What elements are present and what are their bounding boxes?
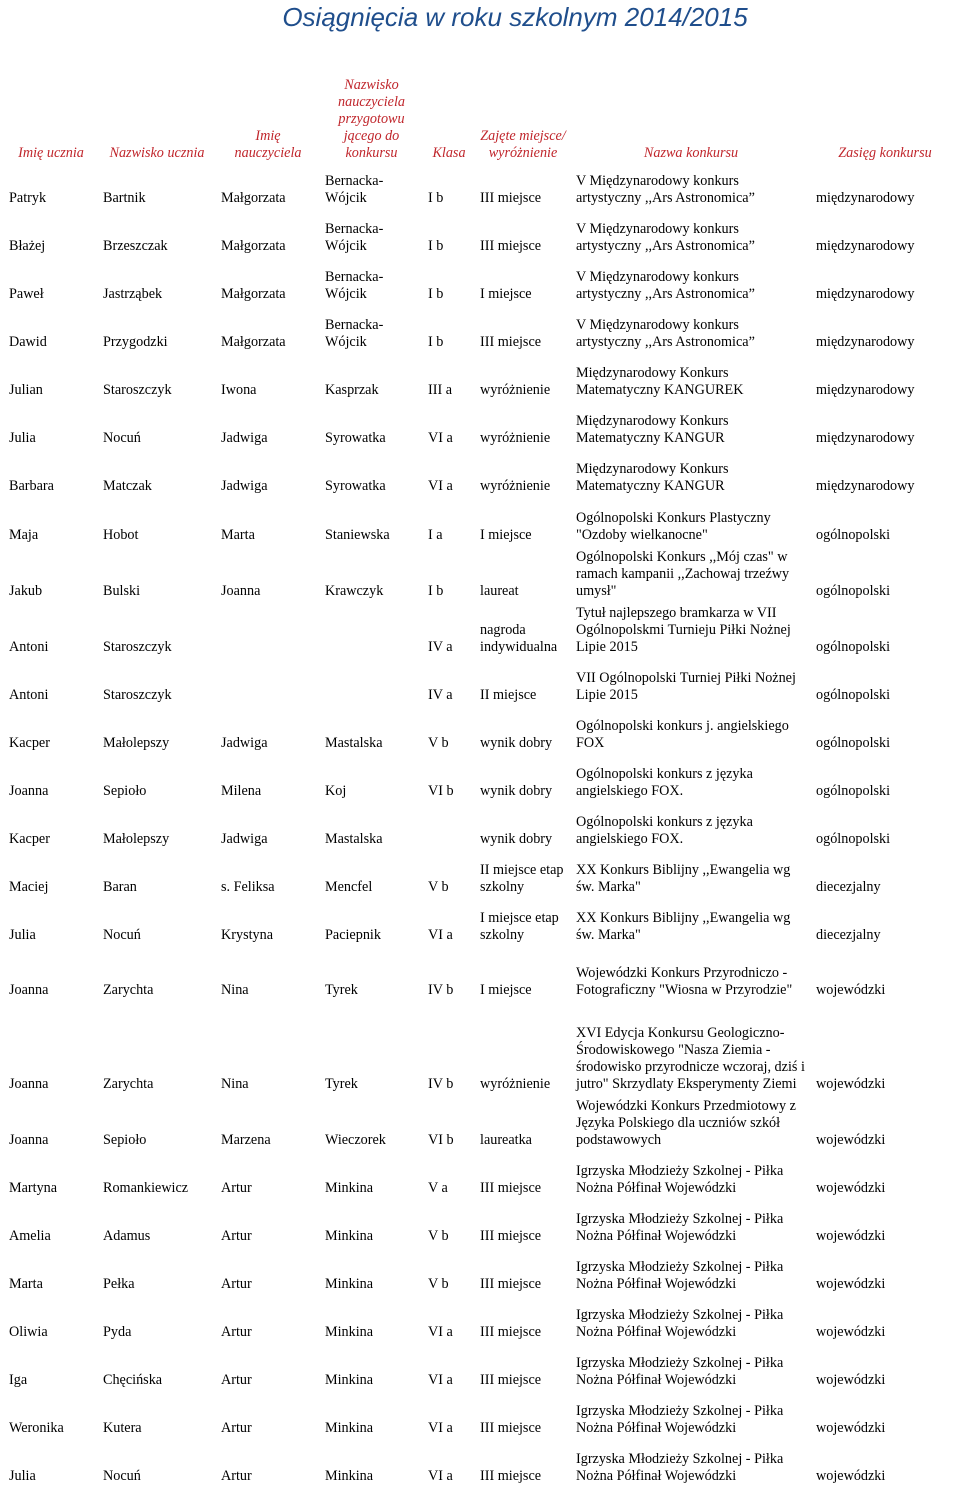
class-cell: V a: [423, 1154, 475, 1202]
place-cell: wyróżnienie: [475, 404, 571, 452]
teacher-last-name-cell: Tyrek: [320, 1004, 423, 1098]
contest-name-cell: Ogólnopolski Konkurs ,,Mój czas" w ramach kampanii ,,Zachowaj trzeźwy umysł": [571, 549, 811, 605]
student-last-name-cell: Zarychta: [98, 1004, 216, 1098]
class-cell: I b: [423, 308, 475, 356]
student-last-name-cell: Nocuń: [98, 901, 216, 949]
teacher-last-name-cell: Syrowatka: [320, 452, 423, 500]
class-cell: [423, 805, 475, 853]
contest-scope-cell: wojewódzki: [811, 1346, 959, 1394]
class-cell: I b: [423, 165, 475, 212]
teacher-first-name-cell: Artur: [216, 1298, 320, 1346]
student-first-name-cell: Martyna: [4, 1154, 98, 1202]
table-row: [4, 661, 959, 709]
teacher-last-name-cell: Krawczyk: [320, 549, 423, 605]
contest-scope-cell: ogólnopolski: [811, 757, 959, 805]
class-cell: IV b: [423, 949, 475, 1004]
contest-scope-cell: międzynarodowy: [811, 452, 959, 500]
contest-scope-cell: wojewódzki: [811, 1250, 959, 1298]
place-cell: III miejsce: [475, 212, 571, 260]
class-cell: V b: [423, 853, 475, 901]
teacher-first-name-cell: Małgorzata: [216, 308, 320, 356]
contest-scope-cell: ogólnopolski: [811, 709, 959, 757]
teacher-first-name-cell: [216, 661, 320, 709]
place-cell: III miejsce: [475, 1346, 571, 1394]
class-cell: V b: [423, 709, 475, 757]
table-row: [4, 805, 959, 853]
class-cell: VI a: [423, 1394, 475, 1442]
place-cell: III miejsce: [475, 1202, 571, 1250]
student-first-name-cell: Julia: [4, 1442, 98, 1490]
contest-name-cell: V Międzynarodowy konkurs artystyczny ,,Ars Astronomica”: [571, 260, 811, 308]
student-last-name-cell: Pyda: [98, 1298, 216, 1346]
contest-name-cell: Wojewódzki Konkurs Przedmiotowy z Języka Polskiego dla uczniów szkół podstawowych: [571, 1098, 811, 1154]
header-contest-scope: Zasięg konkursu: [811, 69, 959, 165]
teacher-last-name-cell: Wieczorek: [320, 1098, 423, 1154]
student-first-name-cell: Joanna: [4, 949, 98, 1004]
student-first-name-cell: Julia: [4, 901, 98, 949]
teacher-first-name-cell: Artur: [216, 1202, 320, 1250]
teacher-last-name-cell: Staniewska: [320, 500, 423, 549]
student-first-name-cell: Antoni: [4, 605, 98, 661]
student-last-name-cell: Małolepszy: [98, 805, 216, 853]
contest-scope-cell: diecezjalny: [811, 853, 959, 901]
table-row: [4, 212, 959, 260]
teacher-last-name-cell: Mastalska: [320, 709, 423, 757]
contest-name-cell: VII Ogólnopolski Turniej Piłki Nożnej Lipie 2015: [571, 661, 811, 709]
table-row: [4, 1250, 959, 1298]
student-first-name-cell: Patryk: [4, 165, 98, 212]
contest-name-cell: Wojewódzki Konkurs Przyrodniczo - Fotograficzny "Wiosna w Przyrodzie": [571, 949, 811, 1004]
teacher-first-name-cell: Joanna: [216, 549, 320, 605]
contest-name-cell: Igrzyska Młodzieży Szkolnej - Piłka Nożna Półfinał Wojewódzki: [571, 1154, 811, 1202]
student-last-name-cell: Przygodzki: [98, 308, 216, 356]
student-first-name-cell: Kacper: [4, 709, 98, 757]
table-row: [4, 1442, 959, 1490]
teacher-first-name-cell: Artur: [216, 1394, 320, 1442]
contest-name-cell: Igrzyska Młodzieży Szkolnej - Piłka Nożna Półfinał Wojewódzki: [571, 1346, 811, 1394]
teacher-last-name-cell: Minkina: [320, 1346, 423, 1394]
teacher-last-name-cell: Minkina: [320, 1394, 423, 1442]
contest-name-cell: Ogólnopolski konkurs z języka angielskiego FOX.: [571, 757, 811, 805]
class-cell: VI a: [423, 901, 475, 949]
place-cell: III miejsce: [475, 1442, 571, 1490]
teacher-first-name-cell: Małgorzata: [216, 260, 320, 308]
contest-scope-cell: międzynarodowy: [811, 356, 959, 404]
place-cell: II miejsce etap szkolny: [475, 853, 571, 901]
student-last-name-cell: Staroszczyk: [98, 605, 216, 661]
student-first-name-cell: Antoni: [4, 661, 98, 709]
teacher-last-name-cell: Mastalska: [320, 805, 423, 853]
class-cell: VI a: [423, 1442, 475, 1490]
contest-name-cell: Igrzyska Młodzieży Szkolnej - Piłka Nożna Półfinał Wojewódzki: [571, 1394, 811, 1442]
student-first-name-cell: Barbara: [4, 452, 98, 500]
contest-scope-cell: ogólnopolski: [811, 661, 959, 709]
student-last-name-cell: Zarychta: [98, 949, 216, 1004]
header-teacher-first-name: Imię nauczyciela: [216, 69, 320, 165]
class-cell: VI b: [423, 757, 475, 805]
place-cell: I miejsce: [475, 949, 571, 1004]
teacher-first-name-cell: Jadwiga: [216, 452, 320, 500]
table-row: [4, 260, 959, 308]
teacher-first-name-cell: Jadwiga: [216, 404, 320, 452]
teacher-last-name-cell: Kasprzak: [320, 356, 423, 404]
contest-name-cell: Międzynarodowy Konkurs Matematyczny KANGUREK: [571, 356, 811, 404]
contest-name-cell: V Międzynarodowy konkurs artystyczny ,,Ars Astronomica”: [571, 212, 811, 260]
table-row: [4, 356, 959, 404]
contest-scope-cell: wojewódzki: [811, 1004, 959, 1098]
table-row: [4, 308, 959, 356]
class-cell: I b: [423, 212, 475, 260]
table-row: [4, 757, 959, 805]
table-row: [4, 1346, 959, 1394]
teacher-first-name-cell: Artur: [216, 1250, 320, 1298]
student-last-name-cell: Jastrząbek: [98, 260, 216, 308]
teacher-last-name-cell: Tyrek: [320, 949, 423, 1004]
teacher-first-name-cell: s. Feliksa: [216, 853, 320, 901]
student-first-name-cell: Maja: [4, 500, 98, 549]
table-row: [4, 452, 959, 500]
contest-name-cell: Międzynarodowy Konkurs Matematyczny KANGUR: [571, 404, 811, 452]
table-row: [4, 1394, 959, 1442]
contest-name-cell: V Międzynarodowy konkurs artystyczny ,,Ars Astronomica”: [571, 308, 811, 356]
contest-scope-cell: międzynarodowy: [811, 260, 959, 308]
contest-scope-cell: wojewódzki: [811, 1098, 959, 1154]
place-cell: laureat: [475, 549, 571, 605]
student-last-name-cell: Staroszczyk: [98, 661, 216, 709]
teacher-first-name-cell: Nina: [216, 1004, 320, 1098]
student-first-name-cell: Joanna: [4, 1004, 98, 1098]
header-student-last-name: Nazwisko ucznia: [98, 69, 216, 165]
teacher-last-name-cell: Mencfel: [320, 853, 423, 901]
contest-scope-cell: międzynarodowy: [811, 165, 959, 212]
place-cell: I miejsce: [475, 500, 571, 549]
student-last-name-cell: Nocuń: [98, 404, 216, 452]
student-first-name-cell: Amelia: [4, 1202, 98, 1250]
contest-scope-cell: ogólnopolski: [811, 605, 959, 661]
student-first-name-cell: Dawid: [4, 308, 98, 356]
table-row: [4, 1004, 959, 1098]
teacher-last-name-cell: Syrowatka: [320, 404, 423, 452]
class-cell: VI a: [423, 1298, 475, 1346]
student-first-name-cell: Kacper: [4, 805, 98, 853]
student-last-name-cell: Baran: [98, 853, 216, 901]
student-last-name-cell: Pełka: [98, 1250, 216, 1298]
contest-name-cell: V Międzynarodowy konkurs artystyczny ,,Ars Astronomica”: [571, 165, 811, 212]
place-cell: III miejsce: [475, 1298, 571, 1346]
header-teacher-last-name: Nazwisko nauczyciela przygotowu jącego do konkursu: [320, 69, 423, 165]
contest-scope-cell: wojewódzki: [811, 1298, 959, 1346]
student-first-name-cell: Julian: [4, 356, 98, 404]
contest-scope-cell: międzynarodowy: [811, 308, 959, 356]
student-last-name-cell: Małolepszy: [98, 709, 216, 757]
teacher-first-name-cell: [216, 605, 320, 661]
student-first-name-cell: Maciej: [4, 853, 98, 901]
place-cell: wyróżnienie: [475, 452, 571, 500]
place-cell: III miejsce: [475, 308, 571, 356]
place-cell: wyróżnienie: [475, 1004, 571, 1098]
teacher-last-name-cell: Bernacka-Wójcik: [320, 212, 423, 260]
header-place: Zajęte miejsce/ wyróżnienie: [475, 69, 571, 165]
achievements-table: [3, 68, 959, 1490]
student-first-name-cell: Julia: [4, 404, 98, 452]
student-first-name-cell: Iga: [4, 1346, 98, 1394]
place-cell: III miejsce: [475, 1250, 571, 1298]
contest-name-cell: Międzynarodowy Konkurs Matematyczny KANGUR: [571, 452, 811, 500]
student-first-name-cell: Joanna: [4, 757, 98, 805]
teacher-last-name-cell: [320, 605, 423, 661]
contest-name-cell: XX Konkurs Biblijny ,,Ewangelia wg św. Marka": [571, 901, 811, 949]
header-class: Klasa: [423, 69, 475, 165]
class-cell: VI b: [423, 1098, 475, 1154]
place-cell: III miejsce: [475, 1154, 571, 1202]
place-cell: III miejsce: [475, 1394, 571, 1442]
class-cell: III a: [423, 356, 475, 404]
teacher-first-name-cell: Jadwiga: [216, 805, 320, 853]
student-first-name-cell: Marta: [4, 1250, 98, 1298]
student-last-name-cell: Hobot: [98, 500, 216, 549]
contest-name-cell: Ogólnopolski Konkurs Plastyczny "Ozdoby wielkanocne": [571, 500, 811, 549]
student-last-name-cell: Matczak: [98, 452, 216, 500]
contest-scope-cell: międzynarodowy: [811, 404, 959, 452]
place-cell: laureatka: [475, 1098, 571, 1154]
table-header-row: [4, 69, 959, 165]
place-cell: wynik dobry: [475, 757, 571, 805]
teacher-last-name-cell: Minkina: [320, 1154, 423, 1202]
contest-scope-cell: wojewódzki: [811, 949, 959, 1004]
contest-scope-cell: wojewódzki: [811, 1394, 959, 1442]
contest-scope-cell: międzynarodowy: [811, 212, 959, 260]
teacher-last-name-cell: Minkina: [320, 1298, 423, 1346]
contest-scope-cell: ogólnopolski: [811, 549, 959, 605]
table-row: [4, 605, 959, 661]
teacher-last-name-cell: Bernacka-Wójcik: [320, 260, 423, 308]
class-cell: I b: [423, 549, 475, 605]
class-cell: VI a: [423, 404, 475, 452]
teacher-last-name-cell: Paciepnik: [320, 901, 423, 949]
contest-scope-cell: ogólnopolski: [811, 500, 959, 549]
place-cell: nagroda indywidualna: [475, 605, 571, 661]
teacher-first-name-cell: Nina: [216, 949, 320, 1004]
student-last-name-cell: Staroszczyk: [98, 356, 216, 404]
student-first-name-cell: Joanna: [4, 1098, 98, 1154]
class-cell: V b: [423, 1202, 475, 1250]
contest-name-cell: Igrzyska Młodzieży Szkolnej - Piłka Nożna Półfinał Wojewódzki: [571, 1250, 811, 1298]
table-row: [4, 1098, 959, 1154]
contest-name-cell: Igrzyska Młodzieży Szkolnej - Piłka Nożna Półfinał Wojewódzki: [571, 1202, 811, 1250]
contest-name-cell: Tytuł najlepszego bramkarza w VII Ogólnopolskmi Turnieju Piłki Nożnej Lipie 2015: [571, 605, 811, 661]
class-cell: IV a: [423, 605, 475, 661]
teacher-last-name-cell: Minkina: [320, 1442, 423, 1490]
table-row: [4, 1202, 959, 1250]
teacher-last-name-cell: Bernacka-Wójcik: [320, 165, 423, 212]
class-cell: VI a: [423, 452, 475, 500]
place-cell: II miejsce: [475, 661, 571, 709]
teacher-first-name-cell: Krystyna: [216, 901, 320, 949]
teacher-first-name-cell: Artur: [216, 1154, 320, 1202]
table-row: [4, 853, 959, 901]
place-cell: III miejsce: [475, 165, 571, 212]
teacher-first-name-cell: Iwona: [216, 356, 320, 404]
student-first-name-cell: Jakub: [4, 549, 98, 605]
student-last-name-cell: Romankiewicz: [98, 1154, 216, 1202]
contest-name-cell: Igrzyska Młodzieży Szkolnej - Piłka Nożna Półfinał Wojewódzki: [571, 1298, 811, 1346]
place-cell: wyróżnienie: [475, 356, 571, 404]
teacher-first-name-cell: Jadwiga: [216, 709, 320, 757]
header-student-first-name: Imię ucznia: [4, 69, 98, 165]
contest-name-cell: XVI Edycja Konkursu Geologiczno-Środowiskowego "Nasza Ziemia - środowisko przyrodnicze wczoraj, dziś i jutro" Skrzydlaty Eksperymenty Ziemi: [571, 1004, 811, 1098]
header-contest-name: Nazwa konkursu: [571, 69, 811, 165]
contest-scope-cell: diecezjalny: [811, 901, 959, 949]
class-cell: I b: [423, 260, 475, 308]
student-last-name-cell: Kutera: [98, 1394, 216, 1442]
class-cell: V b: [423, 1250, 475, 1298]
teacher-first-name-cell: Artur: [216, 1442, 320, 1490]
teacher-first-name-cell: Małgorzata: [216, 165, 320, 212]
place-cell: I miejsce: [475, 260, 571, 308]
student-last-name-cell: Nocuń: [98, 1442, 216, 1490]
teacher-first-name-cell: Małgorzata: [216, 212, 320, 260]
student-first-name-cell: Paweł: [4, 260, 98, 308]
teacher-last-name-cell: Minkina: [320, 1250, 423, 1298]
student-last-name-cell: Bartnik: [98, 165, 216, 212]
teacher-last-name-cell: [320, 661, 423, 709]
table-body: [4, 165, 959, 1490]
table-row: [4, 165, 959, 212]
student-first-name-cell: Błażej: [4, 212, 98, 260]
contest-scope-cell: ogólnopolski: [811, 805, 959, 853]
table-row: [4, 1298, 959, 1346]
contest-scope-cell: wojewódzki: [811, 1202, 959, 1250]
place-cell: I miejsce etap szkolny: [475, 901, 571, 949]
student-last-name-cell: Brzeszczak: [98, 212, 216, 260]
class-cell: IV a: [423, 661, 475, 709]
student-last-name-cell: Chęcińska: [98, 1346, 216, 1394]
student-last-name-cell: Sepioło: [98, 757, 216, 805]
student-first-name-cell: Weronika: [4, 1394, 98, 1442]
contest-name-cell: Igrzyska Młodzieży Szkolnej - Piłka Nożna Półfinał Wojewódzki: [571, 1442, 811, 1490]
contest-scope-cell: wojewódzki: [811, 1442, 959, 1490]
teacher-first-name-cell: Artur: [216, 1346, 320, 1394]
place-cell: wynik dobry: [475, 709, 571, 757]
table-row: [4, 709, 959, 757]
teacher-first-name-cell: Marzena: [216, 1098, 320, 1154]
class-cell: I a: [423, 500, 475, 549]
table-row: [4, 949, 959, 1004]
table-row: [4, 500, 959, 549]
student-last-name-cell: Adamus: [98, 1202, 216, 1250]
teacher-first-name-cell: Marta: [216, 500, 320, 549]
page-title: Osiągnięcia w roku szkolnym 2014/2015: [282, 2, 748, 32]
table-row: [4, 1154, 959, 1202]
contest-name-cell: XX Konkurs Biblijny ,,Ewangelia wg św. Marka": [571, 853, 811, 901]
place-cell: wynik dobry: [475, 805, 571, 853]
contest-scope-cell: wojewódzki: [811, 1154, 959, 1202]
teacher-last-name-cell: Bernacka-Wójcik: [320, 308, 423, 356]
teacher-last-name-cell: Minkina: [320, 1202, 423, 1250]
contest-name-cell: Ogólnopolski konkurs j. angielskiego FOX: [571, 709, 811, 757]
contest-name-cell: Ogólnopolski konkurs z języka angielskiego FOX.: [571, 805, 811, 853]
class-cell: IV b: [423, 1004, 475, 1098]
teacher-last-name-cell: Koj: [320, 757, 423, 805]
table-row: [4, 404, 959, 452]
student-first-name-cell: Oliwia: [4, 1298, 98, 1346]
class-cell: VI a: [423, 1346, 475, 1394]
student-last-name-cell: Bulski: [98, 549, 216, 605]
teacher-first-name-cell: Milena: [216, 757, 320, 805]
table-row: [4, 901, 959, 949]
student-last-name-cell: Sepioło: [98, 1098, 216, 1154]
table-row: [4, 549, 959, 605]
